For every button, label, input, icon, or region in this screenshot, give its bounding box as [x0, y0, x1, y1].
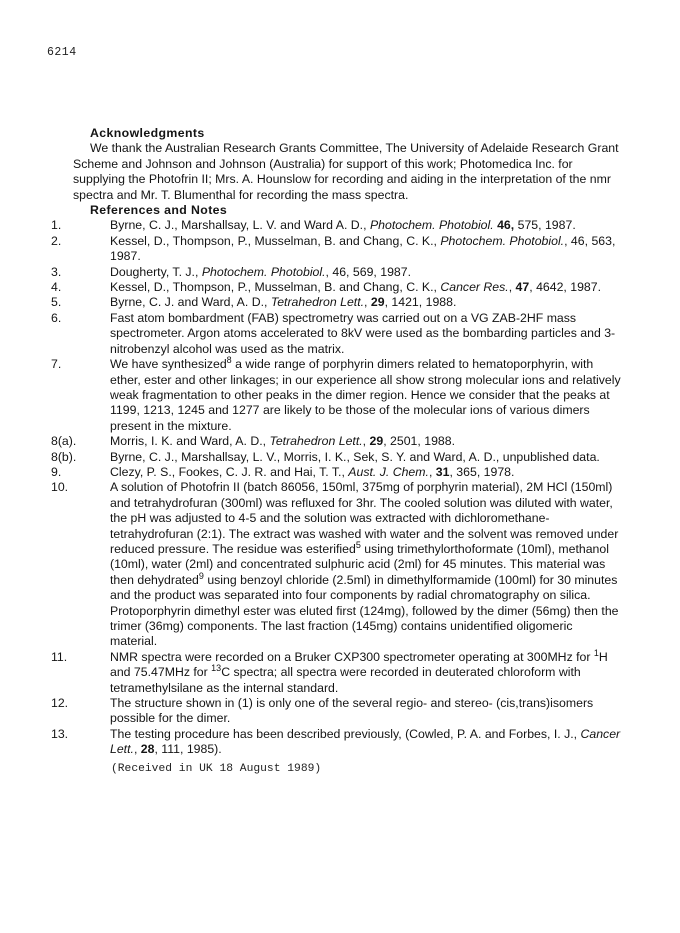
reference-volume: 29	[369, 434, 384, 449]
reference-authors: Kessel, D., Thompson, P., Musselman, B. and Chang, C. K.,	[110, 280, 441, 295]
reference-details: , 2501, 1988.	[383, 434, 455, 449]
reference-item	[51, 480, 621, 649]
reference-item	[51, 449, 621, 465]
reference-details: , 46, 563, 1987.	[110, 233, 616, 264]
reference-superscript: 1	[593, 647, 599, 658]
reference-text-continued: using trimethylorthoformate (10ml), methanol (10ml), water (2ml) and concentrated sulphuric acid (2ml) for 45 minutes. This material was then dehydrated	[110, 541, 609, 587]
reference-text-continued: H and 75.47MHz for	[110, 649, 608, 680]
reference-item	[51, 218, 621, 233]
reference-text: The structure shown in (1) is only one of the several regio- and stereo- (cis,trans)isomers possible for the dimer.	[110, 696, 594, 726]
reference-journal: Cancer Lett.	[110, 726, 621, 757]
reference-journal: Tetrahedron Lett.	[269, 434, 363, 449]
reference-item: 8(a). Morris, I. K. and Ward, A. D., Tetrahedron Lett., 29, 2501, 1988.	[51, 434, 455, 449]
reference-number: 10.	[51, 480, 69, 495]
reference-item	[51, 310, 621, 357]
reference-text-continued: a wide range of porphyrin dimers related to hematoporphyrin, with ether, ester and other linkages; in our experience all show strong molecular ions and relatively weak fragmentation to other peaks in the dimer region. Hence we consider that the peaks at 1199, 1213, 1245 and 1277 are likely to be those of the molecular ions of various dimers present in the mixture.	[110, 357, 621, 433]
reference-volume: 31	[435, 464, 450, 479]
main-content	[51, 126, 621, 777]
reference-text-continued: using benzoyl chloride (2.5ml) in dimethylformamide (100ml) for 30 minutes and the product was separated into four components by radial chromatography on silica. Protoporphyrin dimethyl ester was eluted first (124mg), followed by the dimer (56mg) then the trimer (36mg) components. The last fraction (145mg) contains unidentified oligomeric material.	[110, 572, 619, 649]
reference-text: Fast atom bombardment (FAB) spectrometry was carried out on a VG ZAB-2HF mass spectrometer. Argon atoms accelerated to 8kV were used as the bombarding particles and 3-nitrobenzyl alcohol was used as the matrix.	[110, 310, 616, 356]
reference-number: 6.	[51, 310, 62, 325]
reference-details: 575, 1987.	[514, 218, 576, 233]
reference-journal: Cancer Res.	[440, 280, 509, 295]
reference-item	[51, 696, 621, 727]
acknowledgments-heading: Acknowledgments	[90, 126, 205, 140]
reference-volume: 28	[140, 742, 155, 757]
reference-item	[51, 647, 621, 696]
reference-authors: Morris, I. K. and Ward, A. D.,	[110, 434, 270, 449]
reference-journal: Tetrahedron Lett.	[270, 295, 365, 310]
reference-authors: Byrne, C. J. and Ward, A. D.,	[110, 295, 271, 310]
reference-details: , 111, 1985).	[154, 742, 222, 757]
reference-authors: The testing procedure has been described previously, (Cowled, P. A. and Forbes, I. J.,	[110, 726, 581, 741]
reference-authors: Kessel, D., Thompson, P., Musselman, B. and Chang, C. K.,	[110, 233, 441, 248]
reference-superscript: 5	[355, 539, 361, 550]
page-number: 6214	[47, 46, 77, 59]
reference-number: 4.	[51, 280, 62, 295]
reference-number: 8(a).	[51, 434, 77, 449]
reference-journal: Photochem. Photobiol.	[201, 264, 326, 279]
reference-number: 12.	[51, 696, 69, 711]
reference-number: 2.	[51, 233, 62, 248]
reference-text: We have synthesized	[110, 357, 227, 372]
reference-superscript: 9	[198, 570, 204, 581]
reference-number: 5.	[51, 295, 62, 310]
reference-number: 1.	[51, 218, 62, 233]
reference-volume: 46,	[497, 218, 515, 233]
reference-item	[51, 233, 621, 265]
reference-list	[51, 218, 621, 757]
references-heading: References and Notes	[90, 203, 228, 218]
reference-journal: Photochem. Photobiol.	[369, 218, 494, 233]
reference-item	[51, 264, 621, 280]
reference-item: 5. Byrne, C. J. and Ward, A. D., Tetrahedron Lett., 29, 1421, 1988.	[51, 295, 457, 310]
acknowledgments-text: We thank the Australian Research Grants Committee, The University of Adelaide Research Grant Scheme and Johnson and Johnson (Australia) for support of this work; Photomedica Inc. for supplying the Photofrin II; Mrs. A. Hounslow for recording and aiding in the interpretation of the nmr spectra and Mr. T. Blumenthal for recording the mass spectra.	[73, 141, 619, 202]
reference-details: , 1421, 1988.	[384, 295, 457, 310]
reference-item: 9. Clezy, P. S., Fookes, C. J. R. and Hai, T. T., Aust. J. Chem., 31, 365, 1978.	[51, 464, 515, 479]
reference-journal: Aust. J. Chem.	[348, 464, 429, 479]
reference-text: A solution of Photofrin II (batch 86056, 150ml, 375mg of porphyrin material), 2M HCl (150ml) and tetrahydrofuran (300ml) was refluxed for 3hr. The cooled solution was diluted with water, the pH was adjusted to 4-5 and the solution was extracted with dichloromethane-tetrahydrofuran (2:1). The extract was washed with water and the solvent was removed under reduced pressure. The residue was esterified	[110, 480, 619, 556]
reference-number: 7.	[51, 357, 62, 372]
reference-superscript: 13	[211, 663, 222, 674]
reference-text: NMR spectra were recorded on a Bruker CXP300 spectrometer operating at 300MHz for	[110, 649, 594, 664]
reference-text: Byrne, C. J., Marshallsay, L. V., Morris, I. K., Sek, S. Y. and Ward, A. D., unpublished data.	[110, 449, 600, 464]
reference-details: , 4642, 1987.	[529, 280, 602, 295]
reference-item: 4. Kessel, D., Thompson, P., Musselman, B. and Chang, C. K., Cancer Res., 47, 4642, 1987.	[51, 280, 602, 295]
received-date: (Received in UK 18 August 1989)	[111, 762, 322, 775]
reference-volume: 29	[370, 295, 385, 310]
reference-number: 9.	[51, 464, 62, 479]
reference-volume: 47	[515, 280, 530, 295]
reference-text-continued: C spectra; all spectra were recorded in deuterated chloroform with tetramethylsilane as the internal standard.	[110, 665, 581, 695]
reference-number: 11.	[51, 649, 68, 664]
reference-authors: Dougherty, T. J.,	[110, 264, 202, 279]
reference-item: 13. The testing procedure has been described previously, (Cowled, P. A. and Forbes, I. J., Cancer Lett., 28, 111, 1985).	[51, 726, 621, 757]
reference-superscript: 8	[226, 355, 232, 365]
reference-details: , 365, 1978.	[449, 464, 515, 479]
reference-number: 8(b).	[51, 449, 77, 464]
reference-number: 13.	[51, 726, 69, 741]
reference-journal: Photochem. Photobiol.	[440, 233, 565, 248]
reference-details: , 46, 569, 1987.	[325, 264, 412, 279]
reference-item	[51, 355, 621, 434]
reference-number: 3.	[51, 264, 62, 279]
reference-authors: Byrne, C. J., Marshallsay, L. V. and Ward A. D.,	[110, 218, 370, 233]
reference-authors: Clezy, P. S., Fookes, C. J. R. and Hai, T. T.,	[110, 464, 349, 479]
